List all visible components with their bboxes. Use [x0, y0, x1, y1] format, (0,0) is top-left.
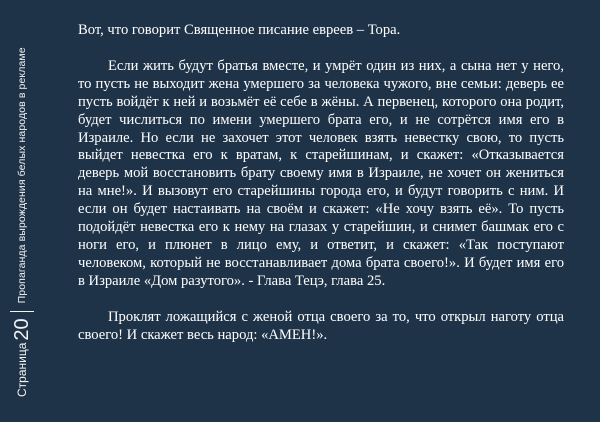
running-title: Пропаганда вырождения белых народов в рекламе: [16, 47, 28, 304]
intro-paragraph: Вот, что говорит Священное писание евреев – Тора.: [78, 22, 401, 38]
page-label: Страница: [15, 342, 29, 397]
page-number: 20: [11, 318, 33, 341]
main-text: [78, 22, 564, 345]
sidebar-rotated-text: [10, 21, 34, 401]
sidebar: [0, 0, 44, 422]
quote-paragraph: Если жить будут братья вместе, и умрёт один из них, а сына нет у него, то пусть не выходит жена умершего за человека чужого, вне семьи: деверь ее пусть войдёт к ней и возьмёт её себе в жёны. А первенец, которого она родит, будет числиться по имени умершего брата его, и не сотрётся имя его в Израиле. Но если не захочет этот человек взять невестку свою, то пусть выйдет невестка его к вратам, к старейшинам, и скажет: «Отказывается деверь мой восстановить брату своему имя в Израиле, не хочет он жениться на мне!». И вызовут его старейшины города его, и будут говорить с ним. И если он будет настаивать на своём и скажет: «Не хочу взять её». То пусть подойдёт невестка его к нему на глазах у старейшин, и снимет башмак его с ноги его, и плюнет в лицо ему, и ответит, и скажет: «Так поступают человеком, который не восстанавливает дома брата своего!». И будет имя его в Израиле «Дом разутого». - Глава Тецэ, глава 25.: [78, 57, 564, 289]
sidebar-divider: [10, 311, 34, 312]
closing-paragraph: Проклят ложащийся с женой отца своего за то, что открыл наготу отца своего! И скажет весь народ: «АМЕН!».: [78, 308, 564, 343]
